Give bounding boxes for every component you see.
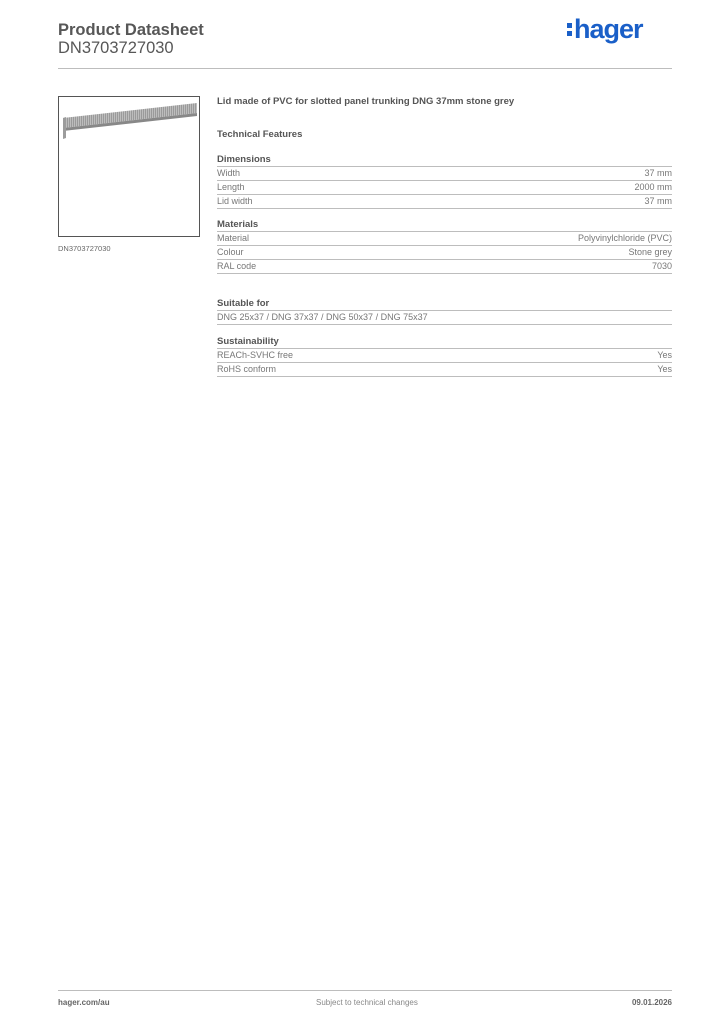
suitable-title: Suitable for: [217, 298, 672, 311]
spec-row: [217, 195, 672, 209]
product-description: Lid made of PVC for slotted panel trunking DNG 37mm stone grey: [217, 96, 515, 107]
materials-title: Materials: [217, 219, 672, 232]
product-image: [58, 96, 200, 237]
spec-row: [217, 311, 672, 325]
spec-label: DNG 25x37 / DNG 37x37 / DNG 50x37 / DNG 75x37: [217, 312, 428, 322]
footer-notice: Subject to technical changes: [316, 998, 418, 1007]
hager-logo: [566, 14, 643, 45]
spec-label: Length: [217, 182, 245, 192]
suitable-section: [217, 298, 672, 325]
spec-label: RAL code: [217, 261, 257, 271]
image-caption: DN3703727030: [58, 244, 111, 253]
spec-value: 37 mm: [644, 168, 672, 178]
header-divider: [58, 68, 672, 69]
spec-value: 7030: [651, 261, 672, 271]
spec-value: 2000 mm: [634, 182, 672, 192]
spec-label: Colour: [217, 247, 244, 257]
trunking-lid-image: [59, 97, 199, 236]
footer-website-link[interactable]: hager.com/au: [58, 998, 110, 1007]
logo-dots-icon: [566, 14, 573, 36]
product-code: DN3703727030: [58, 39, 174, 57]
materials-section: [217, 219, 672, 274]
spec-row: [217, 363, 672, 377]
spec-row: [217, 260, 672, 274]
sustainability-title: Sustainability: [217, 336, 672, 349]
spec-row: [217, 167, 672, 181]
spec-label: Material: [217, 233, 250, 243]
spec-label: REACh-SVHC free: [217, 350, 294, 360]
spec-value: Stone grey: [628, 247, 672, 257]
technical-features-heading: Technical Features: [217, 129, 303, 140]
spec-value: Yes: [657, 364, 672, 374]
spec-value: Polyvinylchloride (PVC): [577, 233, 672, 243]
spec-label: Width: [217, 168, 241, 178]
page-title: Product Datasheet: [58, 21, 204, 39]
spec-row: [217, 232, 672, 246]
footer-date: 09.01.2026: [631, 998, 672, 1007]
spec-row: [217, 246, 672, 260]
sustainability-section: [217, 336, 672, 377]
spec-row: [217, 181, 672, 195]
dimensions-section: [217, 154, 672, 209]
spec-row: [217, 349, 672, 363]
spec-label: RoHS conform: [217, 364, 277, 374]
logo-text: hager: [574, 14, 643, 44]
footer-divider: [58, 990, 672, 991]
spec-value: Yes: [657, 350, 672, 360]
spec-label: Lid width: [217, 196, 253, 206]
spec-value: 37 mm: [644, 196, 672, 206]
spec-content: [217, 96, 672, 377]
dimensions-title: Dimensions: [217, 154, 672, 167]
